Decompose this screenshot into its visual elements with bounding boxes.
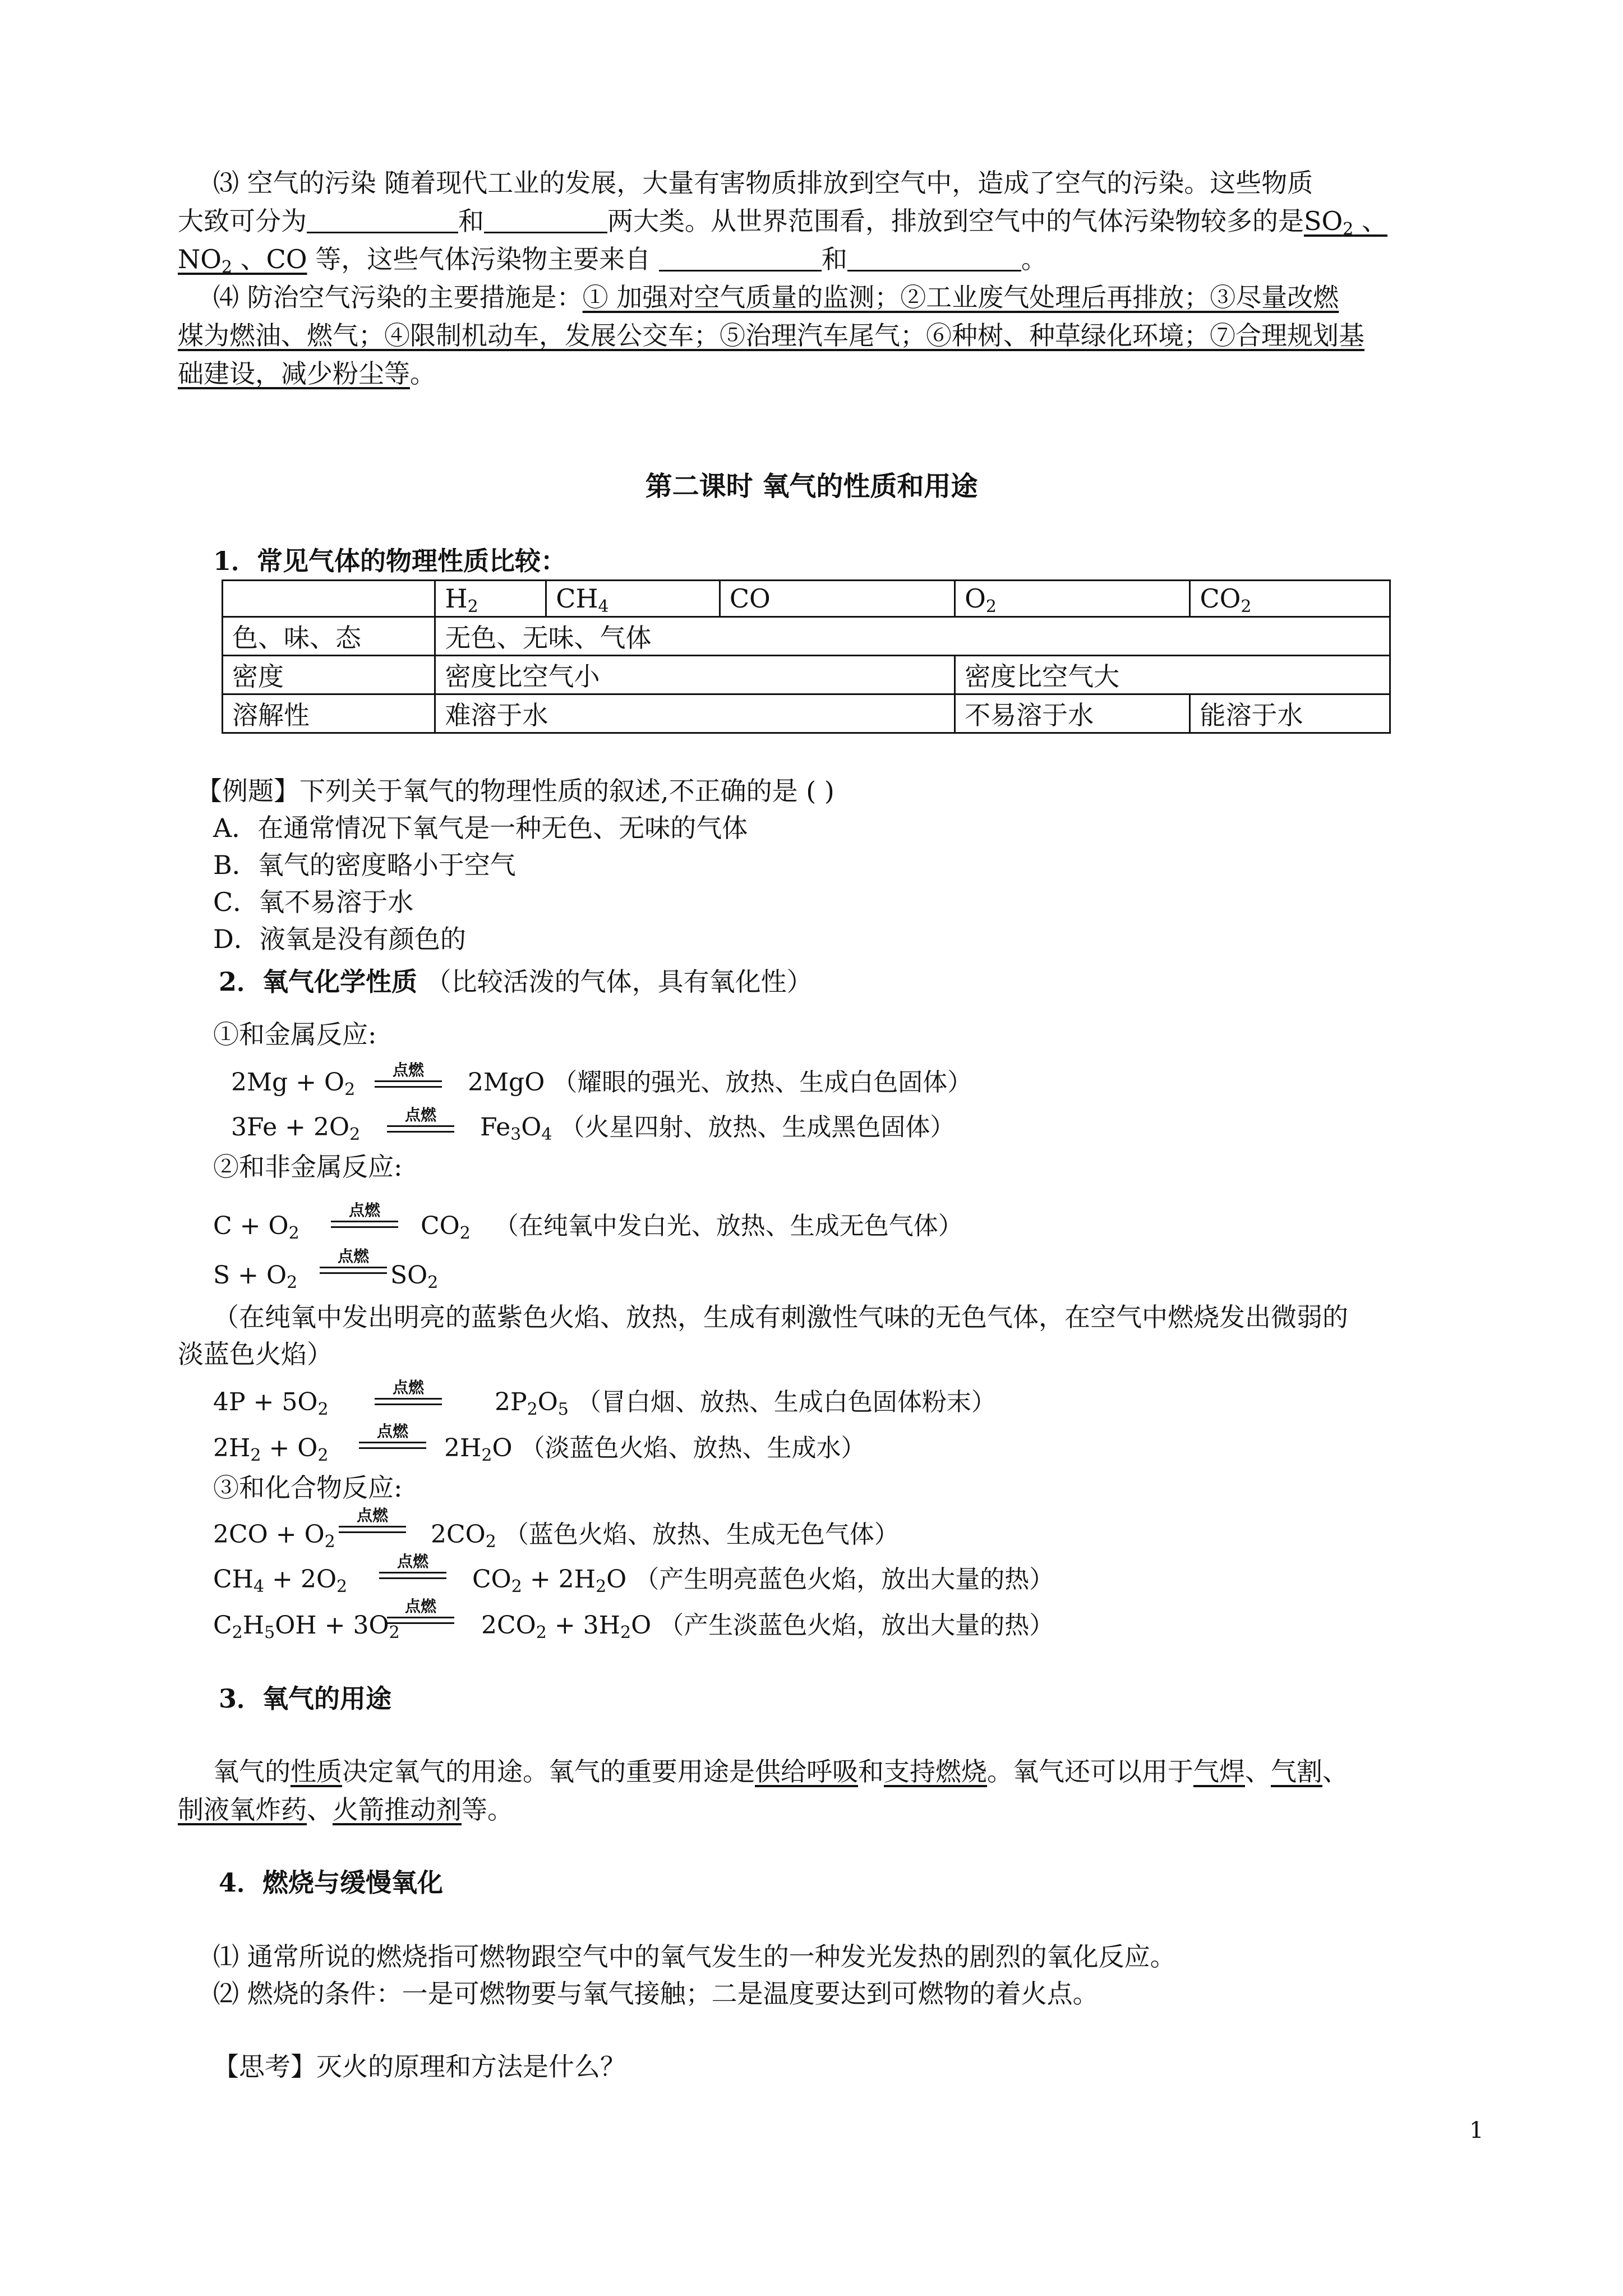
option-a: A．在通常情况下氧气是一种无色、无味的气体 [213, 813, 748, 843]
page-number: 1 [1469, 2118, 1484, 2143]
equation-fe-left: $3Fe + 2O_2$ [231, 1113, 361, 1144]
ignite-arrow: 点燃 [387, 1596, 454, 1628]
ignite-arrow: 点燃 [387, 1105, 454, 1137]
combustion-definition: ⑴ 通常所说的燃烧指可燃物跟空气中的氧气发生的一种发光发热的剧烈的氧化反应。 [213, 1941, 1176, 1972]
blank-1 [307, 205, 458, 233]
option-c: C．氧不易溶于水 [213, 887, 414, 917]
equation-c-left: $C + O_2$ [213, 1212, 299, 1243]
equation-fe-right: $Fe_3O_4$ （火星四射、放热、生成黑色固体） [480, 1113, 955, 1144]
pollution-line-3: $NO_2$ 、CO 等，这些气体污染物主要来自 和 。 [178, 244, 1047, 277]
option-b: B．氧气的密度略小于空气 [213, 850, 516, 880]
ignite-arrow: 点燃 [375, 1060, 442, 1092]
table-row: 色、味、态 无色、无味、气体 [223, 617, 1390, 656]
blank-2 [484, 205, 607, 233]
ignite-arrow: 点燃 [320, 1246, 387, 1278]
sulfur-note-2: 淡蓝色火焰） [178, 1339, 333, 1369]
compound-reaction-heading: ③和化合物反应: [213, 1473, 403, 1503]
blank-3 [659, 243, 822, 272]
gas-o2: $O_2$ [955, 581, 1190, 617]
gas-properties-table [222, 579, 1391, 734]
nonmetal-reaction-heading: ②和非金属反应: [213, 1152, 403, 1182]
equation-mg-left: $2Mg + O_2$ [231, 1068, 356, 1099]
equation-ch4-left: $CH_4 + 2O_2$ [213, 1565, 348, 1596]
blank-4 [847, 243, 1021, 272]
equation-ethanol-right: $2CO_2 + 3H_2O$ （产生淡蓝色火焰，放出大量的热） [481, 1611, 1054, 1642]
oxygen-uses-line-2: 制液氧炸药、火箭推动剂等。 [178, 1795, 513, 1825]
metal-reaction-heading: ①和金属反应: [213, 1019, 377, 1050]
ignite-arrow: 点燃 [331, 1200, 398, 1232]
gas-h2: $H_2$ [435, 581, 546, 617]
heading-3: 3．氧气的用途 [219, 1683, 392, 1714]
equation-s-left: $S + O_2$ [213, 1261, 298, 1292]
option-d: D．液氧是没有颜色的 [213, 924, 466, 954]
table-row: 密度 密度比空气小 密度比空气大 [223, 656, 1390, 694]
prevention-line-1: ⑷ 防治空气污染的主要措施是：① 加强对空气质量的监测；②工业废气处理后再排放；③尽量改燃 [213, 282, 1339, 312]
equation-ethanol-left: $C_2H_5OH + 3O_2$ [213, 1611, 400, 1642]
sulfur-note-1: （在纯氧中发出明亮的蓝紫色火焰、放热，生成有刺激性气味的无色气体，在空气中燃烧发出微弱的 [213, 1302, 1348, 1332]
combustion-conditions: ⑵ 燃烧的条件：一是可燃物要与氧气接触；二是温度要达到可燃物的着火点。 [213, 1978, 1099, 2009]
prevention-line-3: 础建设，减少粉尘等。 [178, 358, 436, 389]
heading-1: 1．常见气体的物理性质比较： [213, 546, 567, 576]
equation-p-left: $4P + 5O_2$ [213, 1388, 329, 1419]
table-header-row [223, 581, 1390, 617]
heading-4: 4．燃烧与缓慢氧化 [219, 1867, 444, 1898]
pollution-line-1: ⑶ 空气的污染 随着现代工业的发展，大量有害物质排放到空气中，造成了空气的污染。这些物质 [213, 168, 1313, 198]
oxygen-uses-line-1: 氧气的性质决定氧气的用途。氧气的重要用途是供给呼吸和支持燃烧。氧气还可以用于气焊、气割、 [213, 1756, 1348, 1787]
ignite-arrow: 点燃 [339, 1506, 406, 1537]
equation-mg-right: 2MgO （耀眼的强光、放热、生成白色固体） [468, 1068, 972, 1097]
ignite-arrow: 点燃 [359, 1421, 426, 1453]
ignite-arrow: 点燃 [379, 1552, 446, 1583]
equation-c-right: $CO_2$ （在纯氧中发白光、放热、生成无色气体） [421, 1212, 963, 1243]
table-corner-cell [223, 581, 435, 617]
equation-h2-right: $2H_2O$ （淡蓝色火焰、放热、生成水） [444, 1434, 866, 1465]
equation-h2-left: $2H_2 + O_2$ [213, 1434, 329, 1465]
equation-co-right: $2CO_2$ （蓝色火焰、放热、生成无色气体） [431, 1520, 899, 1552]
equation-p-right: $2P_2O_5$ （冒白烟、放热、生成白色固体粉末） [495, 1388, 996, 1419]
think-question: 【思考】灭火的原理和方法是什么？ [213, 2051, 626, 2082]
table-row: 溶解性 难溶于水 不易溶于水 能溶于水 [223, 694, 1390, 733]
prevention-line-2: 煤为燃油、燃气；④限制机动车，发展公交车；⑤治理汽车尾气；⑥种树、种草绿化环境；⑦合理规划基 [178, 320, 1364, 351]
equation-s-right: $SO_2$ [390, 1261, 439, 1292]
gas-ch4: $CH_4$ [546, 581, 720, 617]
example-question: 【例题】下列关于氧气的物理性质的叙述,不正确的是 ( ) [196, 776, 834, 806]
equation-co-left: $2CO + O_2$ [213, 1520, 335, 1552]
lesson-title: 第二课时 氧气的性质和用途 [645, 471, 978, 502]
gas-co: CO [720, 581, 955, 617]
equation-ch4-right: $CO_2 + 2H_2O$ （产生明亮蓝色火焰，放出大量的热） [472, 1565, 1054, 1596]
gas-co2: $CO_2$ [1190, 581, 1390, 617]
pollution-line-2: 大致可分为 和 两大类。从世界范围看，排放到空气中的气体污染物较多的是$SO_2$ 、 [178, 206, 1387, 239]
heading-2: 2．氧气化学性质 （比较活泼的气体，具有氧化性） [219, 967, 813, 997]
ignite-arrow: 点燃 [375, 1378, 442, 1409]
